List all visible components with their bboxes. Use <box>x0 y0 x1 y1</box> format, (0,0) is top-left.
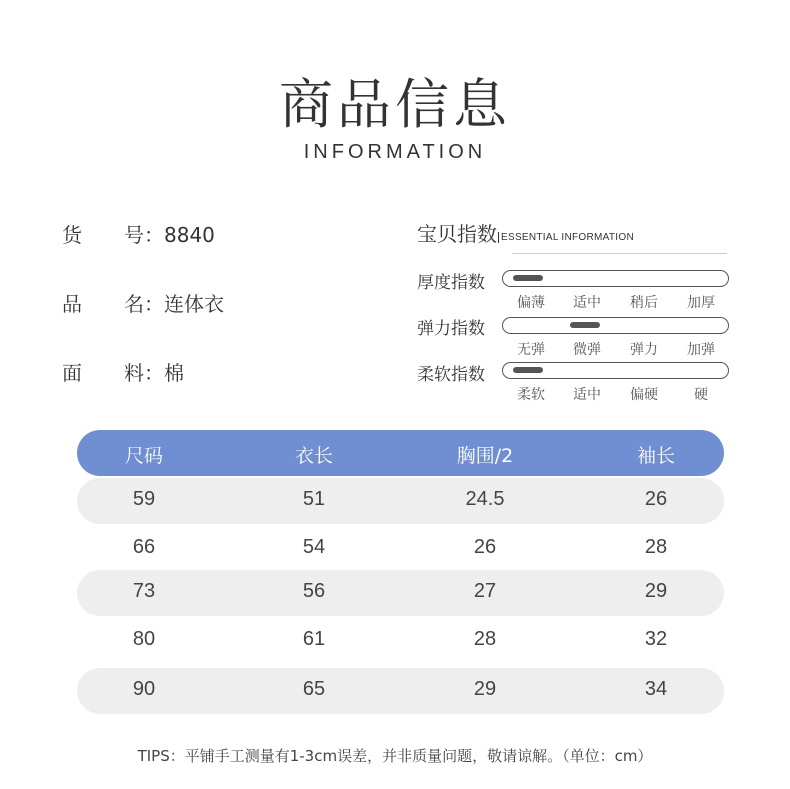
meter-label-thickness: 厚度指数 <box>417 273 485 293</box>
table-cell: 90 <box>132 678 156 700</box>
table-cell: 73 <box>132 580 156 602</box>
tips-note: TIPS：平铺手工测量有1-3cm误差，并非质量问题，敬请谅解。（单位：cm） <box>137 747 653 765</box>
column-header: 衣长 <box>294 445 333 467</box>
table-cell: 51 <box>302 488 326 510</box>
info-label: 品 <box>62 292 82 316</box>
info-label: 号： <box>124 223 164 247</box>
table-cell: 61 <box>302 628 326 650</box>
meter-knob <box>513 367 543 373</box>
meter-option: 微弹 <box>573 342 601 358</box>
table-cell: 29 <box>644 580 668 602</box>
table-cell: 24.5 <box>465 488 505 510</box>
table-cell: 34 <box>644 678 668 700</box>
info-row-sku <box>62 219 215 248</box>
table-row <box>77 526 724 572</box>
meter-option: 适中 <box>573 387 601 403</box>
meter-option: 无弹 <box>517 342 545 358</box>
column-header: 袖长 <box>636 445 675 467</box>
info-value: 8840 <box>164 223 215 247</box>
index-subtitle: ESSENTIAL INFORMATION <box>498 232 634 243</box>
info-row-name <box>62 288 224 317</box>
info-value: 棉 <box>164 361 184 385</box>
meter-option: 适中 <box>573 295 601 311</box>
meter-option: 硬 <box>694 387 708 403</box>
index-heading <box>417 218 634 247</box>
meter-option: 加厚 <box>687 295 715 311</box>
column-header: 胸围/2 <box>456 445 514 467</box>
info-value: 连体衣 <box>164 292 224 316</box>
meter-track-elasticity <box>502 317 729 334</box>
column-header: 尺码 <box>124 445 163 467</box>
meter-option: 柔软 <box>517 387 545 403</box>
table-row <box>77 478 724 524</box>
divider <box>512 253 727 254</box>
info-row-material <box>62 357 184 386</box>
info-label: 面 <box>62 361 82 385</box>
table-cell: 27 <box>473 580 497 602</box>
meter-option: 偏薄 <box>517 295 545 311</box>
meter-track-thickness <box>502 270 729 287</box>
table-cell: 54 <box>302 536 326 558</box>
table-row <box>77 668 724 714</box>
page-subtitle: INFORMATION <box>303 141 487 163</box>
index-title: 宝贝指数 <box>417 222 497 246</box>
table-cell: 80 <box>132 628 156 650</box>
table-cell: 29 <box>473 678 497 700</box>
meter-label-softness: 柔软指数 <box>417 365 485 385</box>
meter-option: 稍后 <box>630 295 658 311</box>
page-title: 商品信息 <box>279 73 511 136</box>
table-cell: 65 <box>302 678 326 700</box>
info-label: 料： <box>124 361 164 385</box>
table-row <box>77 570 724 616</box>
meter-knob <box>513 275 543 281</box>
table-cell: 26 <box>644 488 668 510</box>
table-cell: 59 <box>132 488 156 510</box>
table-cell: 28 <box>644 536 668 558</box>
table-cell: 26 <box>473 536 497 558</box>
meter-option: 偏硬 <box>630 387 658 403</box>
table-row <box>77 618 724 664</box>
meter-label-elasticity: 弹力指数 <box>417 319 485 339</box>
meter-track-softness <box>502 362 729 379</box>
info-label: 名： <box>124 292 164 316</box>
table-cell: 28 <box>473 628 497 650</box>
table-cell: 56 <box>302 580 326 602</box>
info-label: 货 <box>62 223 82 247</box>
meter-knob <box>570 322 600 328</box>
meter-option: 弹力 <box>630 342 658 358</box>
table-cell: 66 <box>132 536 156 558</box>
meter-option: 加弹 <box>687 342 715 358</box>
table-header <box>77 430 724 476</box>
table-cell: 32 <box>644 628 668 650</box>
